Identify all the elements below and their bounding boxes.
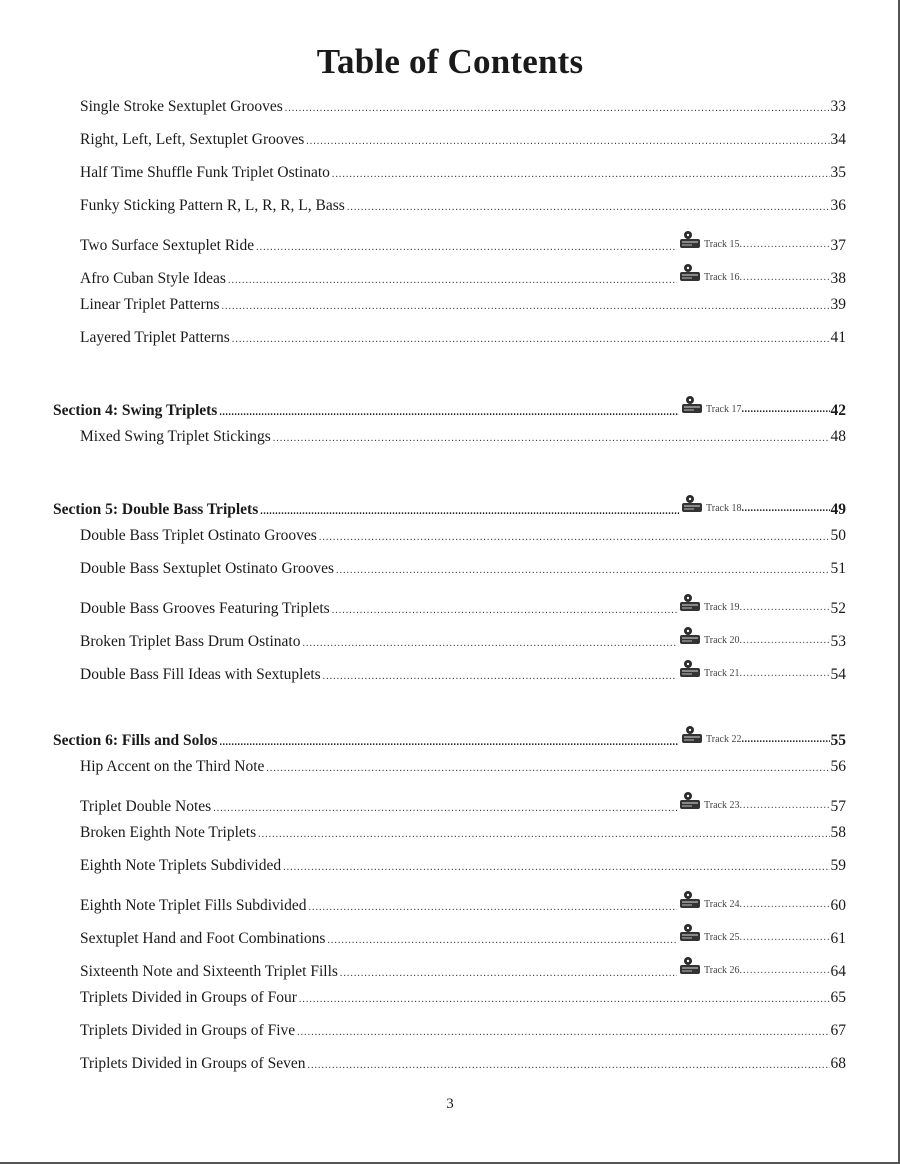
- entry-title: Section 4: Swing Triplets: [53, 402, 218, 419]
- dot-leader: [266, 763, 829, 774]
- toc-entry[interactable]: [80, 230, 846, 252]
- dot-leader: [740, 272, 830, 283]
- dot-leader: [742, 404, 830, 415]
- audio-track-ref: [677, 263, 829, 283]
- entry-title: Two Surface Sextuplet Ride: [80, 237, 255, 254]
- page-ref: 37: [830, 237, 846, 254]
- entry-title: Sextuplet Hand and Foot Combinations: [80, 930, 326, 947]
- audio-track-ref: [677, 923, 829, 943]
- entry-title: Eighth Note Triplets Subdivided: [80, 857, 282, 874]
- dot-leader: [332, 169, 830, 180]
- toc-entry[interactable]: [80, 989, 846, 1011]
- dot-leader: [306, 136, 829, 147]
- track-label: Track 19: [704, 602, 740, 613]
- audio-track-ref: [677, 659, 829, 679]
- toc-entry[interactable]: [80, 956, 846, 978]
- entry-title: Mixed Swing Triplet Stickings: [80, 428, 271, 445]
- toc-entry[interactable]: [80, 857, 846, 879]
- cd-audio-icon: [678, 923, 702, 943]
- track-label: Track 23: [704, 800, 740, 811]
- page-ref: 50: [830, 527, 846, 544]
- entry-title: Triplets Divided in Groups of Five: [80, 1022, 296, 1039]
- dot-leader: [222, 301, 830, 312]
- page-ref: 68: [830, 1055, 846, 1072]
- entry-title: Single Stroke Sextuplet Grooves: [80, 98, 283, 115]
- track-label: Track 22: [706, 734, 742, 745]
- cd-audio-icon: [678, 791, 702, 811]
- page-ref: 51: [830, 560, 846, 577]
- dot-leader: [258, 829, 829, 840]
- dot-leader: [740, 932, 830, 943]
- page-ref: 33: [830, 98, 846, 115]
- dot-leader: [285, 103, 830, 114]
- toc-section-entry[interactable]: [53, 395, 846, 417]
- page-ref: 59: [830, 857, 846, 874]
- entry-title: Linear Triplet Patterns: [80, 296, 220, 313]
- entry-title: Triplets Divided in Groups of Seven: [80, 1055, 306, 1072]
- audio-track-ref: [677, 890, 829, 910]
- entry-title: Double Bass Sextuplet Ostinato Grooves: [80, 560, 335, 577]
- page-title: Table of Contents: [316, 42, 584, 81]
- page-ref: 35: [830, 164, 846, 181]
- dot-leader: [273, 433, 830, 444]
- dot-leader: [742, 503, 830, 514]
- page-ref: 53: [830, 633, 846, 650]
- entry-title: Section 6: Fills and Solos: [53, 732, 218, 749]
- dot-leader: [283, 862, 829, 873]
- track-label: Track 18: [706, 503, 742, 514]
- entry-title: Broken Triplet Bass Drum Ostinato: [80, 633, 301, 650]
- cd-audio-icon: [678, 659, 702, 679]
- cd-audio-icon: [678, 593, 702, 613]
- dot-leader: [332, 605, 677, 616]
- toc-section-entry[interactable]: [53, 494, 846, 516]
- dot-leader: [740, 800, 830, 811]
- dot-leader: [302, 638, 677, 649]
- dot-leader: [336, 565, 829, 576]
- toc-section-entry[interactable]: [53, 725, 846, 747]
- page-ref: 36: [830, 197, 846, 214]
- page-ref: 34: [830, 131, 846, 148]
- dot-leader: [740, 668, 830, 679]
- dot-leader: [220, 737, 680, 748]
- dot-leader: [309, 902, 678, 913]
- page-ref: 38: [830, 270, 846, 287]
- toc-entry[interactable]: [80, 758, 846, 780]
- toc-entry[interactable]: [80, 164, 846, 186]
- dot-leader: [213, 803, 677, 814]
- dot-leader: [740, 965, 830, 976]
- cd-audio-icon: [678, 230, 702, 250]
- page-ref: 64: [830, 963, 846, 980]
- dot-leader: [740, 899, 830, 910]
- page-ref: 60: [830, 897, 846, 914]
- audio-track-ref: [677, 791, 829, 811]
- dot-leader: [299, 994, 830, 1005]
- entry-title: Half Time Shuffle Funk Triplet Ostinato: [80, 164, 330, 181]
- toc-entry[interactable]: [80, 923, 846, 945]
- page-ref: 52: [830, 600, 846, 617]
- toc-entry[interactable]: [80, 428, 846, 450]
- dot-leader: [219, 407, 679, 418]
- track-label: Track 21: [704, 668, 740, 679]
- audio-track-ref: [677, 956, 829, 976]
- toc-entry[interactable]: [80, 131, 846, 153]
- dot-leader: [319, 532, 830, 543]
- toc-entry[interactable]: [80, 659, 846, 681]
- dot-leader: [323, 671, 677, 682]
- track-label: Track 20: [704, 635, 740, 646]
- entry-title: Double Bass Fill Ideas with Sextuplets: [80, 666, 321, 683]
- page-ref: 49: [830, 501, 846, 518]
- dot-leader: [228, 275, 677, 286]
- toc-entry[interactable]: [80, 263, 846, 285]
- entry-title: Double Bass Grooves Featuring Triplets: [80, 600, 330, 617]
- entry-title: Eighth Note Triplet Fills Subdivided: [80, 897, 307, 914]
- cd-audio-icon: [678, 956, 702, 976]
- cd-audio-icon: [678, 626, 702, 646]
- page-ref: 42: [830, 402, 846, 419]
- page-ref: 56: [830, 758, 846, 775]
- cd-audio-icon: [680, 494, 704, 514]
- entry-title: Layered Triplet Patterns: [80, 329, 230, 346]
- track-label: Track 15: [704, 239, 740, 250]
- page-ref: 61: [830, 930, 846, 947]
- entry-title: Broken Eighth Note Triplets: [80, 824, 257, 841]
- cd-audio-icon: [680, 725, 704, 745]
- page-ref: 57: [830, 798, 846, 815]
- entry-title: Sixteenth Note and Sixteenth Triplet Fills: [80, 963, 338, 980]
- audio-track-ref: [679, 395, 829, 415]
- dot-leader: [740, 602, 830, 613]
- dot-leader: [256, 242, 677, 253]
- entry-title: Double Bass Triplet Ostinato Grooves: [80, 527, 317, 544]
- toc-entry[interactable]: [80, 197, 846, 219]
- audio-track-ref: [677, 230, 829, 250]
- cd-audio-icon: [680, 395, 704, 415]
- toc-entry[interactable]: [80, 791, 846, 813]
- toc-entry[interactable]: [80, 1022, 846, 1044]
- audio-track-ref: [679, 725, 829, 745]
- entry-title: Triplet Double Notes: [80, 798, 212, 815]
- toc-entry[interactable]: [80, 824, 846, 846]
- toc-entry[interactable]: [80, 527, 846, 549]
- dot-leader: [742, 734, 830, 745]
- track-label: Track 17: [706, 404, 742, 415]
- toc-entry[interactable]: [80, 626, 846, 648]
- dot-leader: [307, 1060, 829, 1071]
- page-ref: 39: [830, 296, 846, 313]
- dot-leader: [340, 968, 677, 979]
- toc-entry[interactable]: [80, 296, 846, 318]
- page-ref: 48: [830, 428, 846, 445]
- track-label: Track 24: [704, 899, 740, 910]
- dot-leader: [347, 202, 830, 213]
- toc-entry[interactable]: [80, 98, 846, 120]
- entry-title: Afro Cuban Style Ideas: [80, 270, 226, 287]
- audio-track-ref: [677, 593, 829, 613]
- toc-entry[interactable]: [80, 1055, 846, 1077]
- page-ref: 67: [830, 1022, 846, 1039]
- entry-title: Hip Accent on the Third Note: [80, 758, 265, 775]
- toc-entry[interactable]: [80, 560, 846, 582]
- dot-leader: [232, 334, 830, 345]
- toc-entry[interactable]: [80, 890, 846, 912]
- track-label: Track 16: [704, 272, 740, 283]
- audio-track-ref: [677, 626, 829, 646]
- page-ref: 41: [830, 329, 846, 346]
- dot-leader: [740, 239, 830, 250]
- entry-title: Section 5: Double Bass Triplets: [53, 501, 259, 518]
- entry-title: Triplets Divided in Groups of Four: [80, 989, 297, 1006]
- cd-audio-icon: [678, 890, 702, 910]
- toc-entry[interactable]: [80, 593, 846, 615]
- audio-track-ref: [679, 494, 829, 514]
- dot-leader: [740, 635, 830, 646]
- track-label: Track 25: [704, 932, 740, 943]
- page-ref: 65: [830, 989, 846, 1006]
- toc-entry[interactable]: [80, 329, 846, 351]
- dot-leader: [327, 935, 677, 946]
- entry-title: Right, Left, Left, Sextuplet Grooves: [80, 131, 305, 148]
- page-ref: 58: [830, 824, 846, 841]
- cd-audio-icon: [678, 263, 702, 283]
- dot-leader: [260, 506, 679, 517]
- page-number: 3: [446, 1096, 454, 1112]
- entry-title: Funky Sticking Pattern R, L, R, R, L, Bass: [80, 197, 345, 214]
- page-ref: 55: [830, 732, 846, 749]
- page-ref: 54: [830, 666, 846, 683]
- dot-leader: [297, 1027, 829, 1038]
- track-label: Track 26: [704, 965, 740, 976]
